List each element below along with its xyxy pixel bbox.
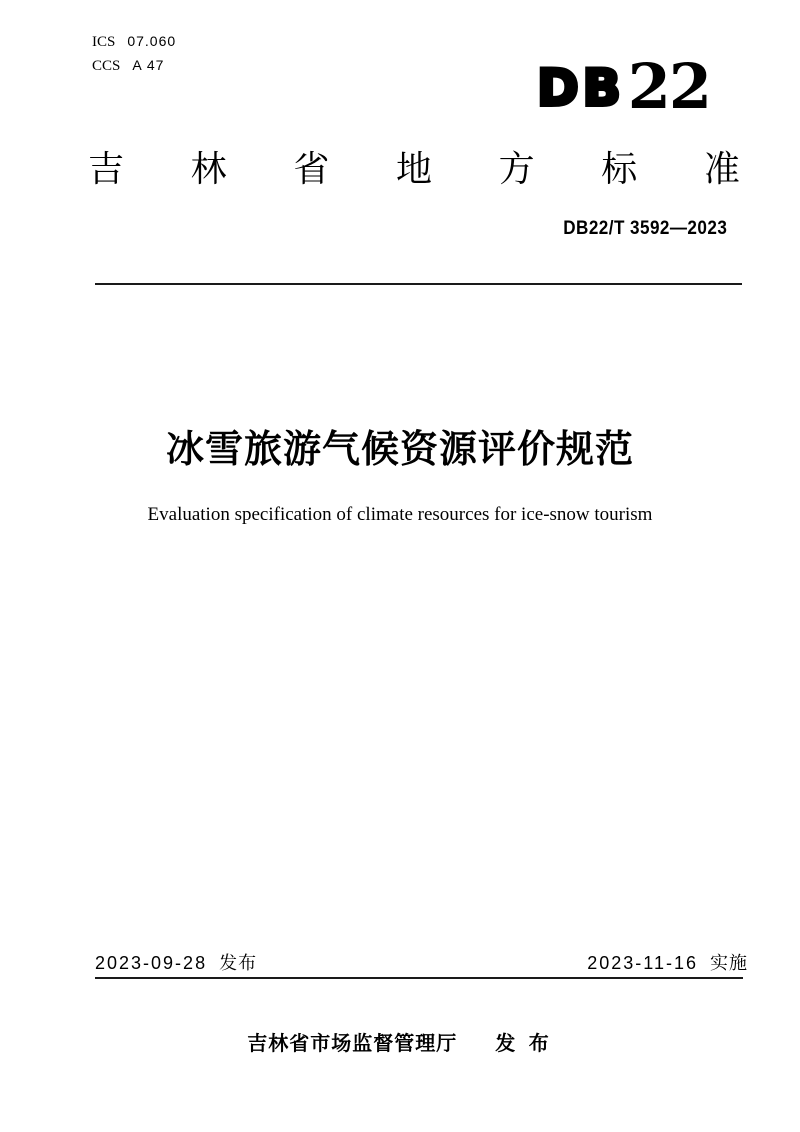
db22-logo-number: 22: [627, 50, 710, 123]
implementation-date-line: [587, 951, 748, 975]
issue-date: 2023-09-28: [95, 953, 208, 973]
ics-label: ICS: [92, 34, 116, 50]
issue-date-line: [95, 951, 257, 975]
db22-logo: [537, 50, 710, 123]
standard-type-char: 方: [498, 148, 535, 189]
publisher-name: 吉林省市场监督管理厅: [247, 1033, 458, 1055]
classification-block: [92, 30, 176, 78]
ics-line: [92, 30, 176, 54]
publisher-line: [0, 1031, 800, 1057]
document-title-english: Evaluation specification of climate resources for ice-snow tourism: [147, 504, 653, 525]
db22-logo-prefix: DB: [537, 58, 625, 117]
header-divider: [95, 283, 742, 285]
ics-value: 07.060: [127, 33, 177, 49]
implementation-label: 实施: [710, 953, 748, 973]
document-title-chinese: 冰雪旅游气候资源评价规范: [165, 429, 634, 471]
standard-type-char: 准: [703, 148, 740, 189]
date-row: [95, 951, 748, 975]
issue-label: 发布: [219, 953, 258, 973]
ccs-label: CCS: [92, 58, 121, 74]
standard-type-heading: [88, 146, 740, 192]
standard-type-char: 地: [395, 148, 432, 189]
standard-type-char: 标: [601, 148, 638, 189]
ccs-line: [92, 54, 176, 78]
standard-type-char: 林: [190, 148, 227, 189]
ccs-value: A 47: [132, 57, 165, 73]
publish-label: 发 布: [495, 1033, 553, 1055]
standard-code: DB22/T 3592—2023: [562, 218, 727, 239]
standard-type-char: 吉: [88, 148, 125, 189]
implementation-date: 2023-11-16: [587, 953, 698, 973]
standard-type-char: 省: [293, 148, 330, 189]
footer-divider: [95, 977, 743, 979]
